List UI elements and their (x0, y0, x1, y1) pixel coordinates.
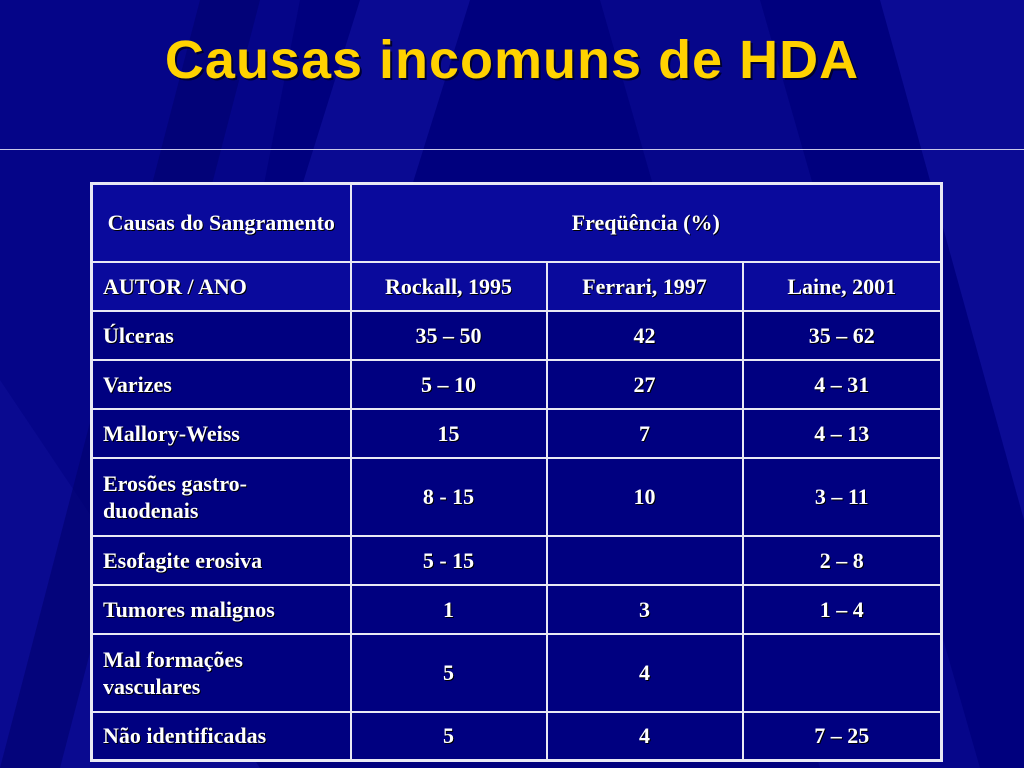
value-cell: 27 (547, 360, 743, 409)
frequency-table (90, 182, 943, 762)
value-cell: 1 (351, 585, 547, 634)
table-row (92, 712, 942, 761)
value-cell: 35 – 50 (351, 311, 547, 360)
table-row (92, 585, 942, 634)
table-row (92, 634, 942, 712)
value-cell (743, 634, 942, 712)
value-cell: 5 (351, 634, 547, 712)
value-cell: 8 - 15 (351, 458, 547, 536)
value-cell: 4 – 13 (743, 409, 942, 458)
cause-cell: Esofagite erosiva (92, 536, 351, 585)
value-cell: 5 – 10 (351, 360, 547, 409)
value-cell: 5 - 15 (351, 536, 547, 585)
cause-cell: Não identificadas (92, 712, 351, 761)
cause-cell: Erosões gastro-duodenais (92, 458, 351, 536)
slide-title: Causas incomuns de HDA (164, 30, 860, 90)
value-cell: 4 – 31 (743, 360, 942, 409)
value-cell: 1 – 4 (743, 585, 942, 634)
value-cell: 35 – 62 (743, 311, 942, 360)
author-row (92, 262, 942, 311)
table-row (92, 536, 942, 585)
author-laine: Laine, 2001 (743, 262, 942, 311)
value-cell: 3 – 11 (743, 458, 942, 536)
table-row (92, 458, 942, 536)
cause-cell: Mal formações vasculares (92, 634, 351, 712)
value-cell: 2 – 8 (743, 536, 942, 585)
table-row (92, 360, 942, 409)
table-row (92, 409, 942, 458)
header-frequency: Freqüência (%) (351, 184, 942, 262)
cause-cell: Úlceras (92, 311, 351, 360)
author-rockall: Rockall, 1995 (351, 262, 547, 311)
header-cause: Causas do Sangramento (92, 184, 351, 262)
value-cell: 10 (547, 458, 743, 536)
author-ferrari: Ferrari, 1997 (547, 262, 743, 311)
table-header-row (92, 184, 942, 262)
table-row (92, 311, 942, 360)
cause-cell: Varizes (92, 360, 351, 409)
value-cell: 4 (547, 712, 743, 761)
value-cell: 5 (351, 712, 547, 761)
author-label: AUTOR / ANO (92, 262, 351, 311)
cause-cell: Tumores malignos (92, 585, 351, 634)
value-cell: 4 (547, 634, 743, 712)
value-cell: 42 (547, 311, 743, 360)
value-cell: 3 (547, 585, 743, 634)
cause-cell: Mallory-Weiss (92, 409, 351, 458)
value-cell: 7 (547, 409, 743, 458)
title-divider (0, 149, 1024, 150)
value-cell: 7 – 25 (743, 712, 942, 761)
value-cell: 15 (351, 409, 547, 458)
value-cell (547, 536, 743, 585)
